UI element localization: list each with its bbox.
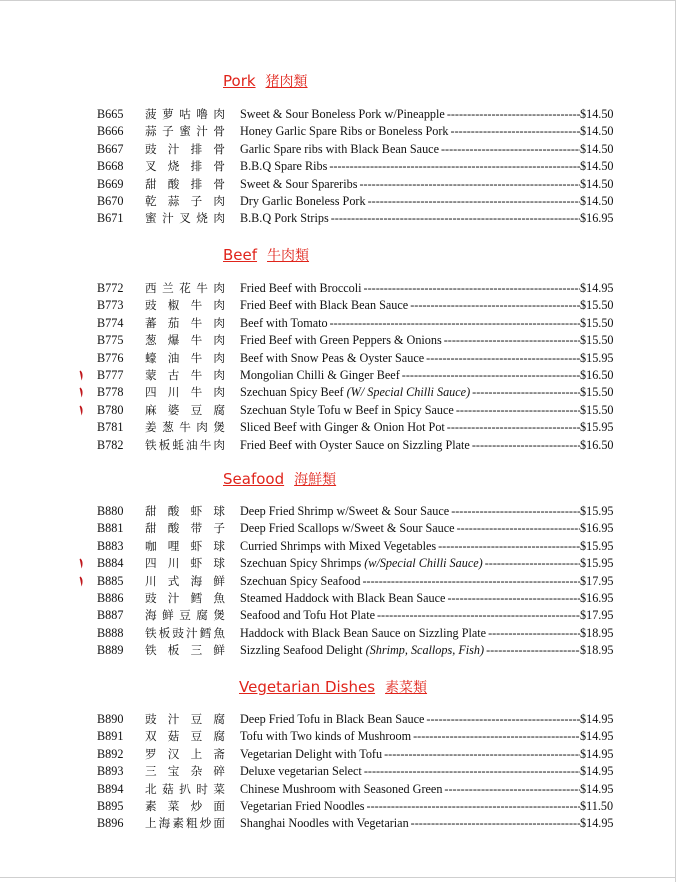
item-code: B668 [97,159,124,174]
item-name-cn: 豉汁排骨 [145,141,225,156]
menu-item [0,625,676,642]
dot-leader [451,123,580,140]
dot-leader [438,538,580,555]
dot-leader [330,315,580,332]
dot-leader [447,590,580,607]
item-price: $14.50 [580,107,614,121]
item-price: $14.95 [580,816,614,831]
item-price: $14.95 [580,712,614,726]
item-description: Vegetarian Fried Noodles [240,798,365,813]
item-description: Beef with Tomato [240,315,328,330]
item-code: B666 [97,124,124,139]
item-code: B781 [97,420,124,435]
item-description: Fried Beef with Oyster Sauce on Sizzling Plate [240,437,470,452]
dot-leader [472,384,580,401]
menu-item [0,711,676,728]
item-code: B885 [97,573,124,588]
dot-leader [451,503,580,520]
item-price: $16.50 [580,367,614,382]
item-name-cn: 蒜子蜜汁骨 [145,124,225,139]
item-price: $14.95 [580,729,614,744]
chili-pepper-icon [79,387,84,398]
menu-item [0,158,676,175]
item-code: B778 [97,385,124,400]
section-title-cn: 牛肉類 [267,248,310,264]
dot-leader [444,332,580,349]
item-price: $17.95 [580,573,614,588]
item-name-cn: 罗汉上斋 [145,746,225,761]
item-name-cn: 西兰花牛肉 [145,281,225,295]
menu-item [0,815,676,832]
menu-item [0,763,676,780]
menu-item [0,781,676,798]
item-code: B774 [97,315,124,330]
item-price: $14.50 [580,193,614,208]
item-code: B772 [97,281,124,295]
item-description: Steamed Haddock with Black Bean Sauce [240,590,446,605]
item-name-cn: 蒙古牛肉 [145,367,225,382]
item-description: B.B.Q Spare Ribs [240,159,328,174]
menu-section-beef [0,280,676,454]
item-code: B782 [97,437,124,452]
item-code: B777 [97,367,124,382]
item-name-cn: 咖哩虾球 [145,538,225,553]
item-name-cn: 四川牛肉 [145,385,225,400]
item-description: Curried Shrimps with Mixed Vegetables [240,538,437,553]
item-description: Szechuan Spicy Seafood [240,573,361,588]
menu-item [0,642,676,659]
dot-leader [359,176,580,193]
dot-leader [331,210,580,227]
item-code: B890 [97,712,124,726]
menu-item [0,141,676,158]
section-heading-vegetarian [239,678,427,697]
menu-item [0,520,676,537]
dot-leader [384,746,580,763]
item-code: B775 [97,333,124,348]
item-price: $18.95 [580,625,614,640]
item-name-cn: 蜜汁叉烧肉 [145,211,225,226]
item-price: $15.50 [580,333,614,348]
menu-item [0,176,676,193]
item-description: Szechuan Spicy Shrimps [240,556,362,571]
item-description: Tofu with Two kinds of Mushroom [240,729,412,744]
item-price: $15.95 [580,420,614,435]
item-name-cn: 北菇扒时菜 [145,781,225,796]
item-description: Deep Fried Shrimp w/Sweet & Sour Sauce [240,504,450,518]
menu-item [0,280,676,297]
dot-leader [329,158,580,175]
item-name-cn: 铁板豉汁鳕魚 [145,625,225,640]
item-code: B883 [97,538,124,553]
item-description: Sliced Beef with Ginger & Onion Hot Pot [240,420,445,435]
menu-item [0,106,676,123]
item-price: $14.95 [580,281,614,295]
page-border-top [0,0,676,1]
item-description: Sweet & Sour Spareribs [240,176,358,191]
item-code: B896 [97,816,124,831]
item-code: B670 [97,193,124,208]
item-name-cn: 素菜炒面 [145,798,225,813]
item-code: B780 [97,402,124,417]
item-description: Seafood and Tofu Hot Plate [240,608,375,623]
item-name-cn: 蕃茄牛肉 [145,315,225,330]
item-price: $14.95 [580,764,614,779]
dot-leader [472,437,580,454]
menu-item [0,798,676,815]
item-description-note: (W/ Special Chilli Sauce) [346,385,471,400]
section-heading-beef [223,246,309,265]
item-price: $16.95 [580,211,614,226]
item-code: B895 [97,798,124,813]
item-name-cn: 乾蒜子肉 [145,193,225,208]
dot-leader [368,193,580,210]
item-price: $15.95 [580,538,614,553]
item-price: $15.95 [580,350,614,365]
item-description: Szechuan Style Tofu w Beef in Spicy Sauce [240,402,454,417]
section-heading-pork [223,72,308,91]
item-price: $17.95 [580,608,614,623]
menu-item [0,503,676,520]
menu-item [0,332,676,349]
item-price: $11.50 [580,798,614,813]
item-code: B881 [97,521,124,536]
item-description: Deep Fried Scallops w/Sweet & Sour Sauce [240,521,455,536]
chili-pepper-icon [79,558,84,569]
item-price: $15.95 [580,504,614,518]
item-description-note: (w/Special Chilli Sauce) [364,556,483,571]
item-name-cn: 菠萝咕噜肉 [145,107,225,121]
item-description: Honey Garlic Spare Ribs or Boneless Pork [240,124,449,139]
item-description: Chinese Mushroom with Seasoned Green [240,781,443,796]
item-name-cn: 铁板三鲜 [145,643,225,658]
item-price: $14.50 [580,124,614,139]
item-code: B665 [97,107,124,121]
dot-leader [364,280,580,297]
item-code: B893 [97,764,124,779]
section-title-cn: 猪肉類 [265,74,308,90]
dot-leader [485,555,580,572]
item-name-cn: 双菇豆腐 [145,729,225,744]
item-price: $15.50 [580,315,614,330]
item-description-note: (Shrimp, Scallops, Fish) [365,643,485,658]
item-price: $16.95 [580,590,614,605]
menu-item [0,367,676,384]
item-name-cn: 海鲜豆腐煲 [145,608,225,623]
item-description: B.B.Q Pork Strips [240,211,329,226]
item-description: Dry Garlic Boneless Pork [240,193,366,208]
section-title: Seafood [223,470,285,488]
item-code: B667 [97,141,124,156]
chili-pepper-icon [79,405,84,416]
dot-leader [426,350,580,367]
dot-leader [410,297,580,314]
menu-item [0,573,676,590]
item-code: B884 [97,556,124,571]
item-description: Fried Beef with Black Bean Sauce [240,298,409,313]
item-description: Mongolian Chilli & Ginger Beef [240,367,400,382]
menu-item [0,728,676,745]
menu-item [0,419,676,436]
chili-pepper-icon [79,576,84,587]
section-heading-seafood [223,470,336,489]
dot-leader [411,815,580,832]
menu-item [0,210,676,227]
item-name-cn: 蠔油牛肉 [145,350,225,365]
item-name-cn: 姜葱牛肉煲 [145,420,225,435]
menu-section-vegetarian [0,711,676,833]
menu-item [0,384,676,401]
item-name-cn: 四川虾球 [145,556,225,571]
item-code: B886 [97,590,124,605]
item-name-cn: 甜酸带子 [145,521,225,536]
dot-leader [426,711,580,728]
item-code: B776 [97,350,124,365]
item-price: $18.95 [580,643,614,658]
item-code: B888 [97,625,124,640]
item-code: B887 [97,608,124,623]
menu-item [0,297,676,314]
menu-section-pork [0,106,676,228]
chili-pepper-icon [79,370,84,381]
dot-leader [447,106,580,123]
item-price: $14.50 [580,176,614,191]
item-code: B889 [97,643,124,658]
item-name-cn: 豉椒牛肉 [145,298,225,313]
item-code: B880 [97,504,124,518]
item-code: B894 [97,781,124,796]
menu-item [0,437,676,454]
dot-leader [486,642,580,659]
dot-leader [447,419,580,436]
item-name-cn: 豉汁豆腐 [145,712,225,726]
section-title-cn: 海鮮類 [294,472,337,488]
item-price: $14.50 [580,159,614,174]
menu-item [0,193,676,210]
dot-leader [444,781,580,798]
item-name-cn: 上海素粗炒面 [145,816,225,831]
dot-leader [367,798,580,815]
menu-item [0,555,676,572]
menu-item [0,350,676,367]
dot-leader [377,607,580,624]
item-description: Beef with Snow Peas & Oyster Sauce [240,350,425,365]
item-description: Szechuan Spicy Beef [240,385,344,400]
item-price: $14.95 [580,781,614,796]
item-price: $15.50 [580,402,614,417]
dot-leader [402,367,580,384]
dot-leader [441,141,580,158]
item-code: B671 [97,211,124,226]
menu-section-seafood [0,503,676,660]
item-description: Sweet & Sour Boneless Pork w/Pineapple [240,107,445,121]
item-name-cn: 三宝杂碎 [145,764,225,779]
item-price: $14.50 [580,141,614,156]
item-description: Sizzling Seafood Delight [240,643,363,658]
item-code: B669 [97,176,124,191]
item-price: $15.50 [580,298,614,313]
item-description: Fried Beef with Green Peppers & Onions [240,333,442,348]
item-description: Deluxe vegetarian Select [240,764,362,779]
section-title: Beef [223,246,258,264]
item-code: B773 [97,298,124,313]
dot-leader [364,763,580,780]
dot-leader [457,520,580,537]
menu-item [0,538,676,555]
item-description: Deep Fried Tofu in Black Bean Sauce [240,712,425,726]
item-name-cn: 甜酸排骨 [145,176,225,191]
item-description: Vegetarian Delight with Tofu [240,746,383,761]
menu-item [0,315,676,332]
section-title: Vegetarian Dishes [239,678,376,696]
dot-leader [488,625,580,642]
item-description: Fried Beef with Broccoli [240,281,362,295]
item-description: Shanghai Noodles with Vegetarian [240,816,409,831]
menu-item [0,590,676,607]
item-name-cn: 川式海鲜 [145,573,225,588]
menu-item [0,746,676,763]
item-price: $14.95 [580,746,614,761]
dot-leader [363,573,581,590]
item-name-cn: 葱爆牛肉 [145,333,225,348]
dot-leader [413,728,580,745]
item-name-cn: 甜酸虾球 [145,504,225,518]
dot-leader [456,402,580,419]
item-name-cn: 麻婆豆腐 [145,402,225,417]
item-price: $16.95 [580,521,614,536]
item-description: Garlic Spare ribs with Black Bean Sauce [240,141,439,156]
section-title: Pork [223,72,256,90]
section-title-cn: 素菜類 [385,680,428,696]
item-price: $15.95 [580,556,614,571]
page-border-bottom [0,877,676,878]
item-price: $15.50 [580,385,614,400]
menu-item [0,123,676,140]
item-description: Haddock with Black Bean Sauce on Sizzling Plate [240,625,487,640]
item-name-cn: 叉烧排骨 [145,159,225,174]
item-price: $16.50 [580,437,614,452]
menu-item [0,607,676,624]
item-name-cn: 豉汁鳕魚 [145,590,225,605]
item-code: B891 [97,729,124,744]
item-name-cn: 铁板蚝油牛肉 [145,437,225,452]
item-code: B892 [97,746,124,761]
menu-item [0,402,676,419]
